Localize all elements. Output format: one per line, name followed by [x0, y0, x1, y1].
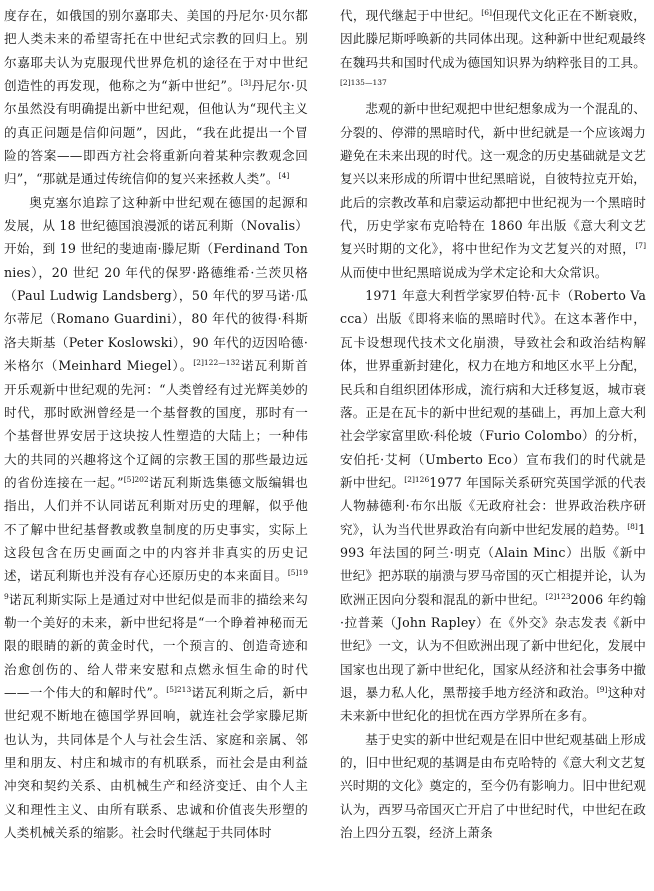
paragraph-text: 悲观的新中世纪观把中世纪想象成为一个混乱的、分裂的、停滞的黑暗时代，新中世纪就是一个应该竭力避免在未来出现的时代。这一观念的历史基础就是文艺复兴以来形成的所谓中世纪黑暗说，自彼特拉克开始，此后的宗教改革和启蒙运动都把中世纪视为一个黑暗时代，历史学家布克哈特在 1860 年出版《意大利文艺复兴时期的文化》，将中世纪作为文艺复兴的对照，	[340, 101, 646, 257]
citation-marker: [2]123	[545, 591, 571, 601]
paragraph-text: 基于史实的新中世纪观是在旧中世纪观基础上形成的，旧中世纪观的基调是由布克哈特的《意大利文艺复兴时期的文化》奠定的，至今仍有影响力。旧中世纪观认为，西罗马帝国灭亡开启了中世纪时代，中世纪在政治上四分五裂，经济上萧条	[340, 731, 646, 841]
paragraph-text: 1993 年法国的阿兰·明克（Alain Minc）出版《新中世纪》把苏联的崩溃与罗马帝国的灭亡相提并论，认为欧洲正因向分裂和混乱的新中世纪。	[340, 521, 646, 607]
paragraph-text: 2006 年约翰·拉普莱（John Rapley）在《外交》杂志发表《新中世纪》一文，认为不但欧洲出现了新中世纪化，发展中国家也出现了新中世纪化，国家从经济和社会事务中撤退，暴力私人化，黑帮接手地方经济和政治。	[340, 591, 646, 700]
citation-marker: [2]126	[404, 474, 430, 484]
right-column	[340, 4, 646, 844]
citation-marker: [5]213	[166, 684, 192, 694]
citation-marker: [2]135—137	[340, 77, 387, 87]
paragraph-text: 但现代文化正在不断衰败，因此滕尼斯呼唤新的共同体出现。这种新中世纪观最终在魏玛共和国时代成为德国知识界为纳粹张目的工具。	[340, 8, 646, 70]
citation-marker: [4]	[278, 171, 290, 181]
paragraph-historical-basis	[340, 728, 646, 845]
paragraph-text: 诺瓦利斯实际上是通过对中世纪似是而非的描绘来勾勒一个美好的未来，新中世纪将是“一个睁着神秘而无限的眼睛的新的黄金时代，一个预言的、创造奇迹和治愈创伤的、给人带来安慰和点燃永恒生命的时代——一个伟大的和解时代”。	[4, 591, 308, 700]
paragraph-pessimistic-view	[340, 97, 646, 284]
citation-marker: [3]	[240, 77, 252, 87]
citation-marker: [5]202	[123, 474, 149, 484]
paragraph-german-origins	[4, 191, 308, 845]
paragraph-text: 度存在，如俄国的别尔嘉耶夫、美国的丹尼尔·贝尔都把人类未来的希望寄托在中世纪式宗教的回归上。别尔嘉耶夫认为克服现代世界危机的途径在于对中世纪创造性的再发现，他称之为“新中世纪”。	[4, 8, 308, 94]
paragraph-text: 1971 年意大利哲学家罗伯特·瓦卡（Roberto Vacca）出版《即将来临的黑暗时代》。在这本著作中，瓦卡设想现代技术文化崩溃，导致社会和政治结构解体，世界重新封建化，权力在地方和地区水平上分配，民兵和自组织团体形成，流行病和大迁移复返，城市衰落。正是在瓦卡的新中世纪观的基础上，再加上意大利社会学家富里欧·科伦坡（Furio Colombo）的分析，安伯托·艾柯（Umberto Eco）宣布我们的时代就是新中世纪。	[340, 288, 646, 490]
citation-marker: [5]199	[4, 568, 308, 601]
paragraph-text: 丹尼尔·贝尔虽然没有明确提出新中世纪观，但他认为“现代主义的真正问题是信仰问题”，因此，“我在此提出一个冒险的答案——即西方社会将重新向着某种宗教观念回归”，“那就是通过传统信仰的复兴来拯救人类”。	[4, 78, 308, 187]
paragraph-text: 从而使中世纪黑暗说成为学术定论和大众常识。	[340, 264, 608, 280]
citation-marker: [9]	[596, 684, 608, 694]
left-column	[4, 4, 308, 844]
paragraph-text: 奥克塞尔追踪了这种新中世纪观在德国的起源和发展，从 18 世纪德国浪漫派的诺瓦利斯（Novalis）开始，到 19 世纪的斐迪南·滕尼斯（Ferdinand Tonnies），20 世纪 20 年代的保罗·路德维希·兰茨贝格（Paul Ludwig Landsberg），50 年代的罗马诺·瓜尔蒂尼（Romano Guardini），80 年代的彼得·科斯洛夫斯基（Peter Koslowski），90 年代的迈因哈德·米格尔（Meinhard Miegel）。	[4, 194, 308, 374]
paragraph-tonnies-continued	[340, 4, 646, 97]
citation-marker: [7]	[635, 241, 646, 251]
paragraph-text: 这种对未来新中世纪化的担忧在西方学界所在多有。	[340, 684, 647, 724]
paragraph-text: 1977 年国际关系研究英国学派的代表人物赫德利·布尔出版《无政府社会：世界政治秩序研究》，认为当代世界政治有向新中世纪发展的趋势。	[340, 474, 647, 537]
citation-marker: [6]	[481, 7, 492, 17]
citation-marker: [2]122—132	[193, 357, 241, 367]
paragraph-religious-revival	[4, 4, 308, 191]
paragraph-text: 诺瓦利斯首开乐观新中世纪观的先河：“人类曾经有过光辉美妙的时代，那时欧洲曾经是一个基督教的国度，那时有一个基督世界安居于这块按人性塑造的大陆上；一种伟大的共同的兴趣将这个辽阔的宗教王国的那些最边远的省份连接在一起。”	[4, 358, 308, 490]
citation-marker: [8]	[627, 521, 638, 531]
paragraph-text: 诺瓦利斯选集德文版编辑也指出，人们并不认同诺瓦利斯对历史的理解，似乎他不了解中世纪基督教或教皇制度的历史事实，实际上这段包含在历史画面之中的内容并非真实的历史记述，诺瓦利斯也并没有存心还原历史的本来面目。	[4, 474, 308, 584]
paragraph-vacca-eco	[340, 284, 646, 728]
paragraph-text: 诺瓦利斯之后，新中世纪观不断地在德国学界回响，就连社会学家滕尼斯也认为，共同体是个人与社会生活、家庭和亲属、邻里和朋友、村庄和城市的有机联系，而社会是由利益冲突和契约关系、由机械生产和经济变迁、由个人主义和理性主义、由所有联系、忠诚和价值丧失形塑的人类机械关系的缩影。社会时代继起于共同体时	[4, 684, 308, 841]
paragraph-text: 代，现代继起于中世纪。	[340, 8, 482, 23]
